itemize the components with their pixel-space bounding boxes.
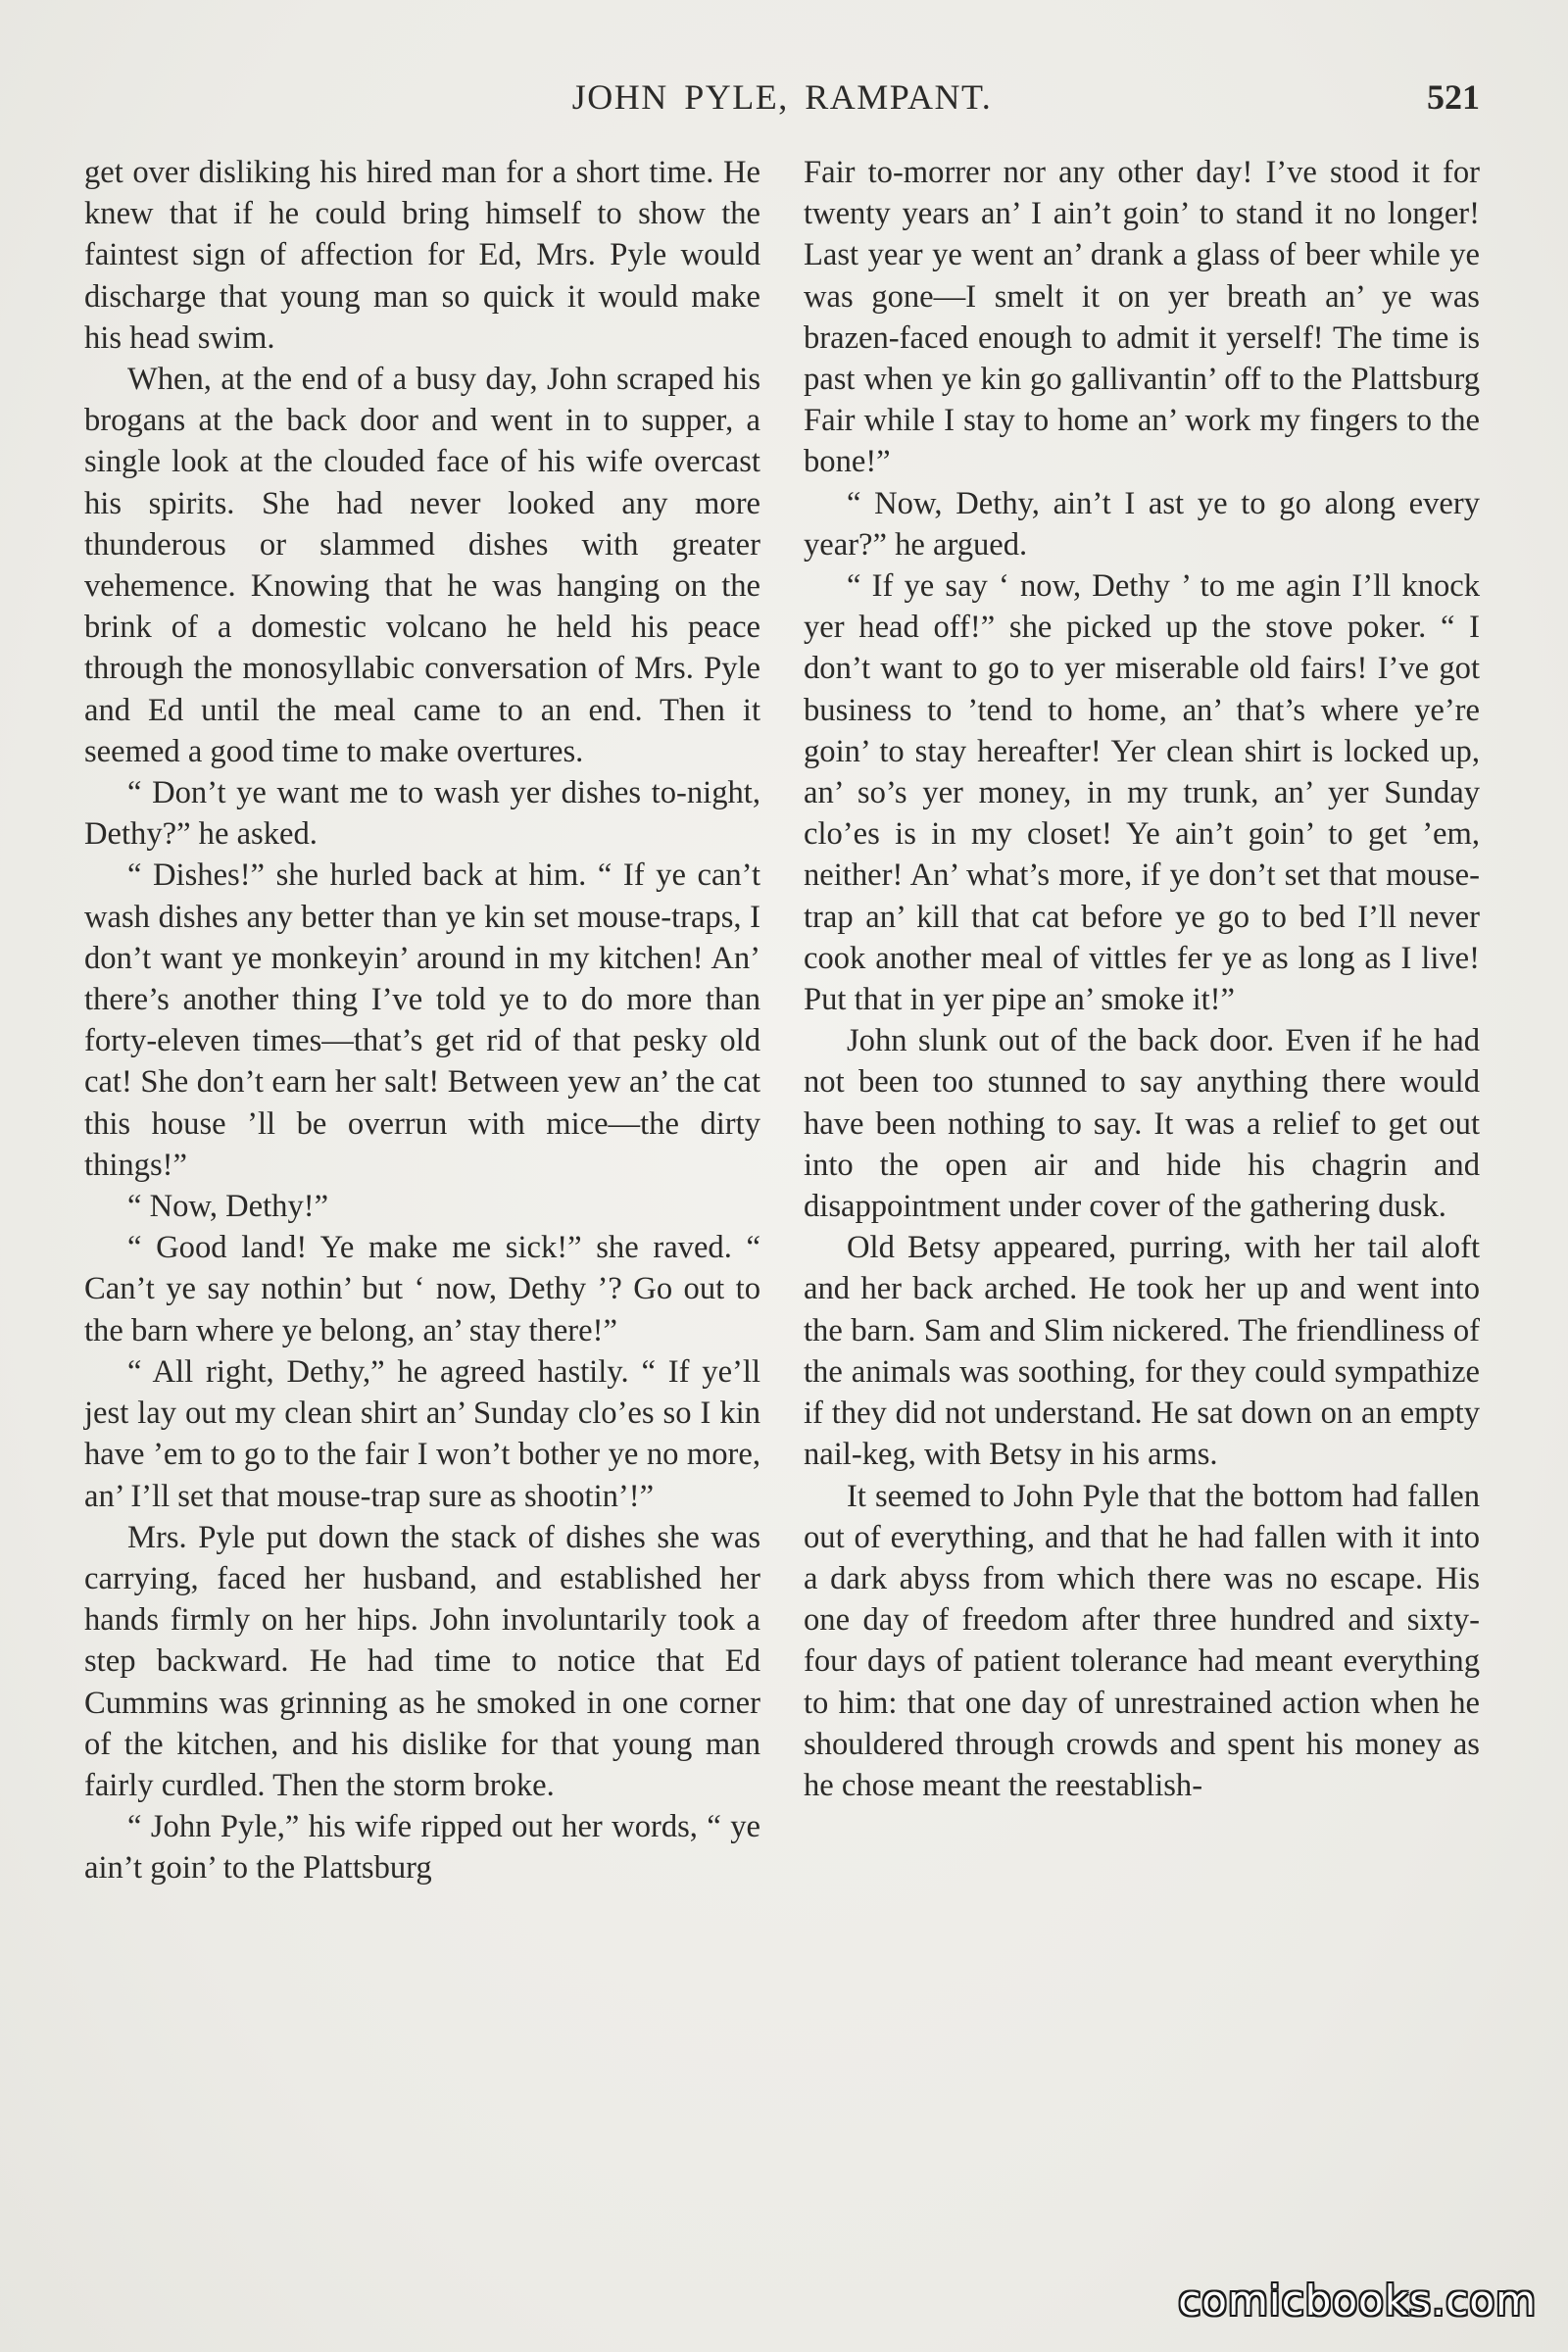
paragraph: John slunk out of the back door. Even if he had not been too stunned to say anything there would have been nothing to say. It was a relief to get out into the open air and hide his chagrin and disappointment under cover of the gathering dusk. [804, 1023, 1480, 1225]
paragraph: Fair to-morrer nor any other day! I’ve stood it for twenty years an’ I ain’t goin’ to stand it no longer! Last year ye went an’ drank a glass of beer while ye was gone—I smelt it on yer breath an’ ye was brazen-faced enough to admit it yerself! The time is past when ye kin go gallivantin’ off to the Plattsburg Fair while I stay to home an’ work my fingers to the bone!” [804, 155, 1480, 480]
paragraph: “ John Pyle,” his wife ripped out her words, “ ye ain’t goin’ to the Plattsburg [84, 1809, 760, 1886]
running-title: JOHN PYLE, RAMPANT. [571, 77, 993, 117]
paragraph: “ Now, Dethy!” [127, 1189, 329, 1225]
left-column [84, 152, 760, 1889]
paragraph: “ Now, Dethy, ain’t I ast ye to go along every year?” he argued. [804, 485, 1480, 563]
paragraph: Mrs. Pyle put down the stack of dishes she was carrying, faced her husband, and established her hands firmly on her hips. John involuntarily took a step backward. He had time to notice that Ed Cummins was grinning as he smoked in one corner of the kitchen, and his dislike for that young man fairly curdled. Then the storm broke. [84, 1519, 760, 1803]
site-watermark: comicbooks.com [1178, 2277, 1537, 2325]
paragraph: “ Don’t ye want me to wash yer dishes to-night, Dethy?” he asked. [84, 775, 760, 853]
right-column [804, 152, 1480, 1806]
paragraph: “ If ye say ‘ now, Dethy ’ to me agin I’ll knock yer head off!” she picked up the stove poker. “ I don’t want to go to yer miserable old fairs! I’ve got business to ’tend to home, an’ that’s where ye’re goin’ to stay hereafter! Yer clean shirt is locked up, an’ so’s yer money, in my trunk, an’ yer Sunday clo’es is in my closet! Ye ain’t goin’ to get ’em, neither! An’ what’s more, if ye don’t set that mouse-trap an’ kill that cat before ye go to bed I’ll never cook another meal of vittles fer ye as long as I live! Put that in yer pipe an’ smoke it!” [804, 568, 1480, 1018]
page-number: 521 [1427, 77, 1480, 117]
paragraph: “ All right, Dethy,” he agreed hastily. “ If ye’ll jest lay out my clean shirt an’ Sunday clo’es so I kin have ’em to go to the fair I won’t bother ye no more, an’ I’ll set that mouse-trap sure as shootin’!” [84, 1353, 760, 1514]
paragraph: “ Dishes!” she hurled back at him. “ If ye can’t wash dishes any better than ye kin set mouse-traps, I don’t want ye monkeyin’ around in my kitchen! An’ there’s another thing I’ve told ye to do more than forty-eleven times—that’s get rid of that pesky old cat! She don’t earn her salt! Between yew an’ the cat this house ’ll be overrun with mice—the dirty things!” [84, 858, 760, 1183]
paragraph: It seemed to John Pyle that the bottom had fallen out of everything, and that he had fallen with it into a dark abyss from which there was no escape. His one day of freedom after three hundred and sixty-four days of patient tolerance had meant everything to him: that one day of unrestrained action when he shouldered through crowds and spent his money as he chose meant the reestablish- [804, 1478, 1480, 1803]
paragraph: When, at the end of a busy day, John scraped his brogans at the back door and went in to supper, a single look at the clouded face of his wife overcast his spirits. She had never looked any more thunderous or slammed dishes with greater vehemence. Knowing that he was hanging on the brink of a domestic volcano he held his peace through the monosyllabic conversation of Mrs. Pyle and Ed until the meal came to an end. Then it seemed a good time to make overtures. [84, 362, 760, 769]
running-head [84, 69, 1480, 127]
paragraph: “ Good land! Ye make me sick!” she raved. “ Can’t ye say nothin’ but ‘ now, Dethy ’? Go out to the barn where ye belong, an’ stay there!” [84, 1230, 760, 1348]
paragraph: get over disliking his hired man for a short time. He knew that if he could bring himself to show the faintest sign of affection for Ed, Mrs. Pyle would discharge that young man so quick it would make his head swim. [84, 155, 760, 356]
paragraph: Old Betsy appeared, purring, with her tail aloft and her back arched. He took her up and went into the barn. Sam and Slim nickered. The friendliness of the animals was soothing, for they could sympathize if they did not understand. He sat down on an empty nail-keg, with Betsy in his arms. [804, 1230, 1480, 1473]
